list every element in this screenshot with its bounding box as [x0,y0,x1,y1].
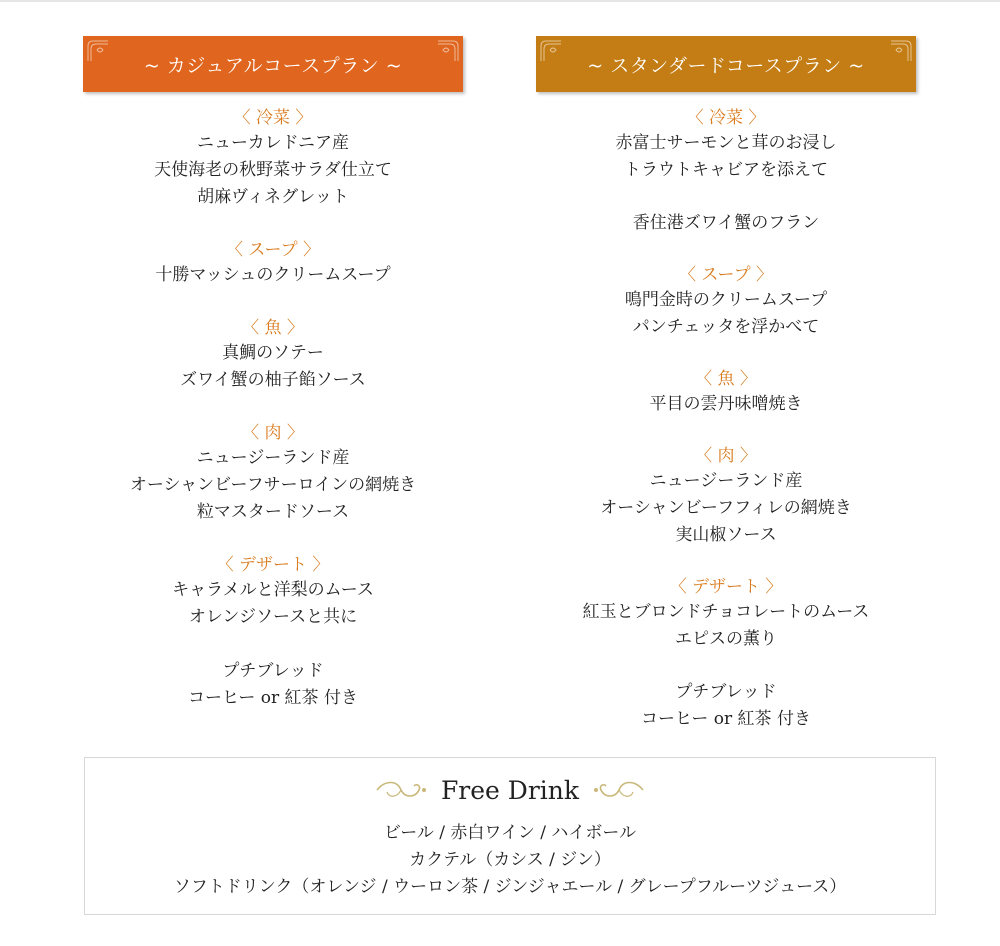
drink-line: カクテル（カシス / ジン） [409,850,611,870]
flourish-left-icon [375,778,427,802]
menu-section [83,421,463,526]
menu-line: 鳴門金時のクリームスープ [624,290,828,310]
plan-header-title: ~ カジュアルコースプラン ~ [143,54,403,77]
menu-line: プチブレッド [675,682,777,702]
free-drink-list [85,820,935,901]
section-title: 〈 冷菜 〉 [686,108,766,128]
free-drink-box [84,757,936,915]
section-title: 〈 肉 〉 [242,423,304,443]
menu-section [83,238,463,289]
menu-line: 真鯛のソテー [222,343,324,363]
menu-section [536,263,916,341]
free-drink-title: Free Drink [440,775,580,805]
free-drink-heading [85,772,935,808]
top-divider [0,0,1000,2]
menu-line: オーシャンビーフサーロインの網焼き [129,475,417,495]
menu-line: 十勝マッシュのクリームスープ [155,265,391,285]
menu-section [536,444,916,549]
section-title: 〈 魚 〉 [695,369,757,389]
menu-line: 天使海老の秋野菜サラダ仕立て [154,160,392,180]
standard-menu [536,106,916,733]
section-title: 〈 スープ 〉 [678,265,774,285]
menu-line: 赤富士サーモンと茸のお浸し [615,133,837,153]
menu-line: オレンジソースと共に [188,607,358,627]
flourish-right-icon [593,778,645,802]
section-title: 〈 スープ 〉 [225,240,321,260]
plan-header-title: ~ スタンダードコースプラン ~ [587,54,865,77]
menu-section [536,106,916,184]
menu-line: トラウトキャビアを添えて [624,160,828,180]
menu-line: 胡麻ヴィネグレット [197,187,349,207]
menu-line: 香住港ズワイ蟹のフラン [632,213,820,233]
menu-section [536,575,916,653]
menu-line: ズワイ蟹の柚子餡ソース [180,370,366,390]
corner-ornament-icon [540,40,562,62]
corner-ornament-icon [890,40,912,62]
section-title: 〈 魚 〉 [242,318,304,338]
menu-line: ニュージーランド産 [196,448,350,468]
standard-plan-header [536,36,916,92]
casual-menu [83,106,463,712]
corner-ornament-icon [87,40,109,62]
menu-line: ニューカレドニア産 [197,133,349,153]
menu-line: パンチェッタを浮かべて [632,317,820,337]
menu-line: 実山椒ソース [675,525,777,545]
menu-line: 平目の雲丹味噌焼き [649,394,803,414]
casual-plan-header [83,36,463,92]
menu-footer [83,658,463,712]
menu-section [83,316,463,394]
menu-line: 粒マスタードソース [196,502,350,522]
menu-footer [536,679,916,733]
menu-section [536,210,916,237]
menu-line: プチブレッド [222,661,324,681]
section-title: 〈 肉 〉 [695,446,757,466]
menu-line: コーヒー or 紅茶 付き [641,709,811,729]
section-title: 〈 冷菜 〉 [233,108,313,128]
menu-line: オーシャンビーフフィレの網焼き [600,498,852,518]
menu-line: エピスの薫り [675,629,777,649]
menu-line: 紅玉とブロンドチョコレートのムース [582,602,870,622]
drink-line: ビール / 赤白ワイン / ハイボール [383,823,637,843]
menu-line: コーヒー or 紅茶 付き [188,688,358,708]
menu-section [83,553,463,631]
menu-line: キャラメルと洋梨のムース [172,580,374,600]
menu-section [536,367,916,418]
corner-ornament-icon [437,40,459,62]
menu-line: ニュージーランド産 [649,471,803,491]
menu-section [83,106,463,211]
section-title: 〈 デザート 〉 [669,577,783,597]
standard-plan-column [536,36,916,759]
casual-plan-column [83,36,463,739]
drink-line: ソフトドリンク（オレンジ / ウーロン茶 / ジンジャエール / グレープフルーツジュース） [173,877,847,897]
section-title: 〈 デザート 〉 [216,555,330,575]
